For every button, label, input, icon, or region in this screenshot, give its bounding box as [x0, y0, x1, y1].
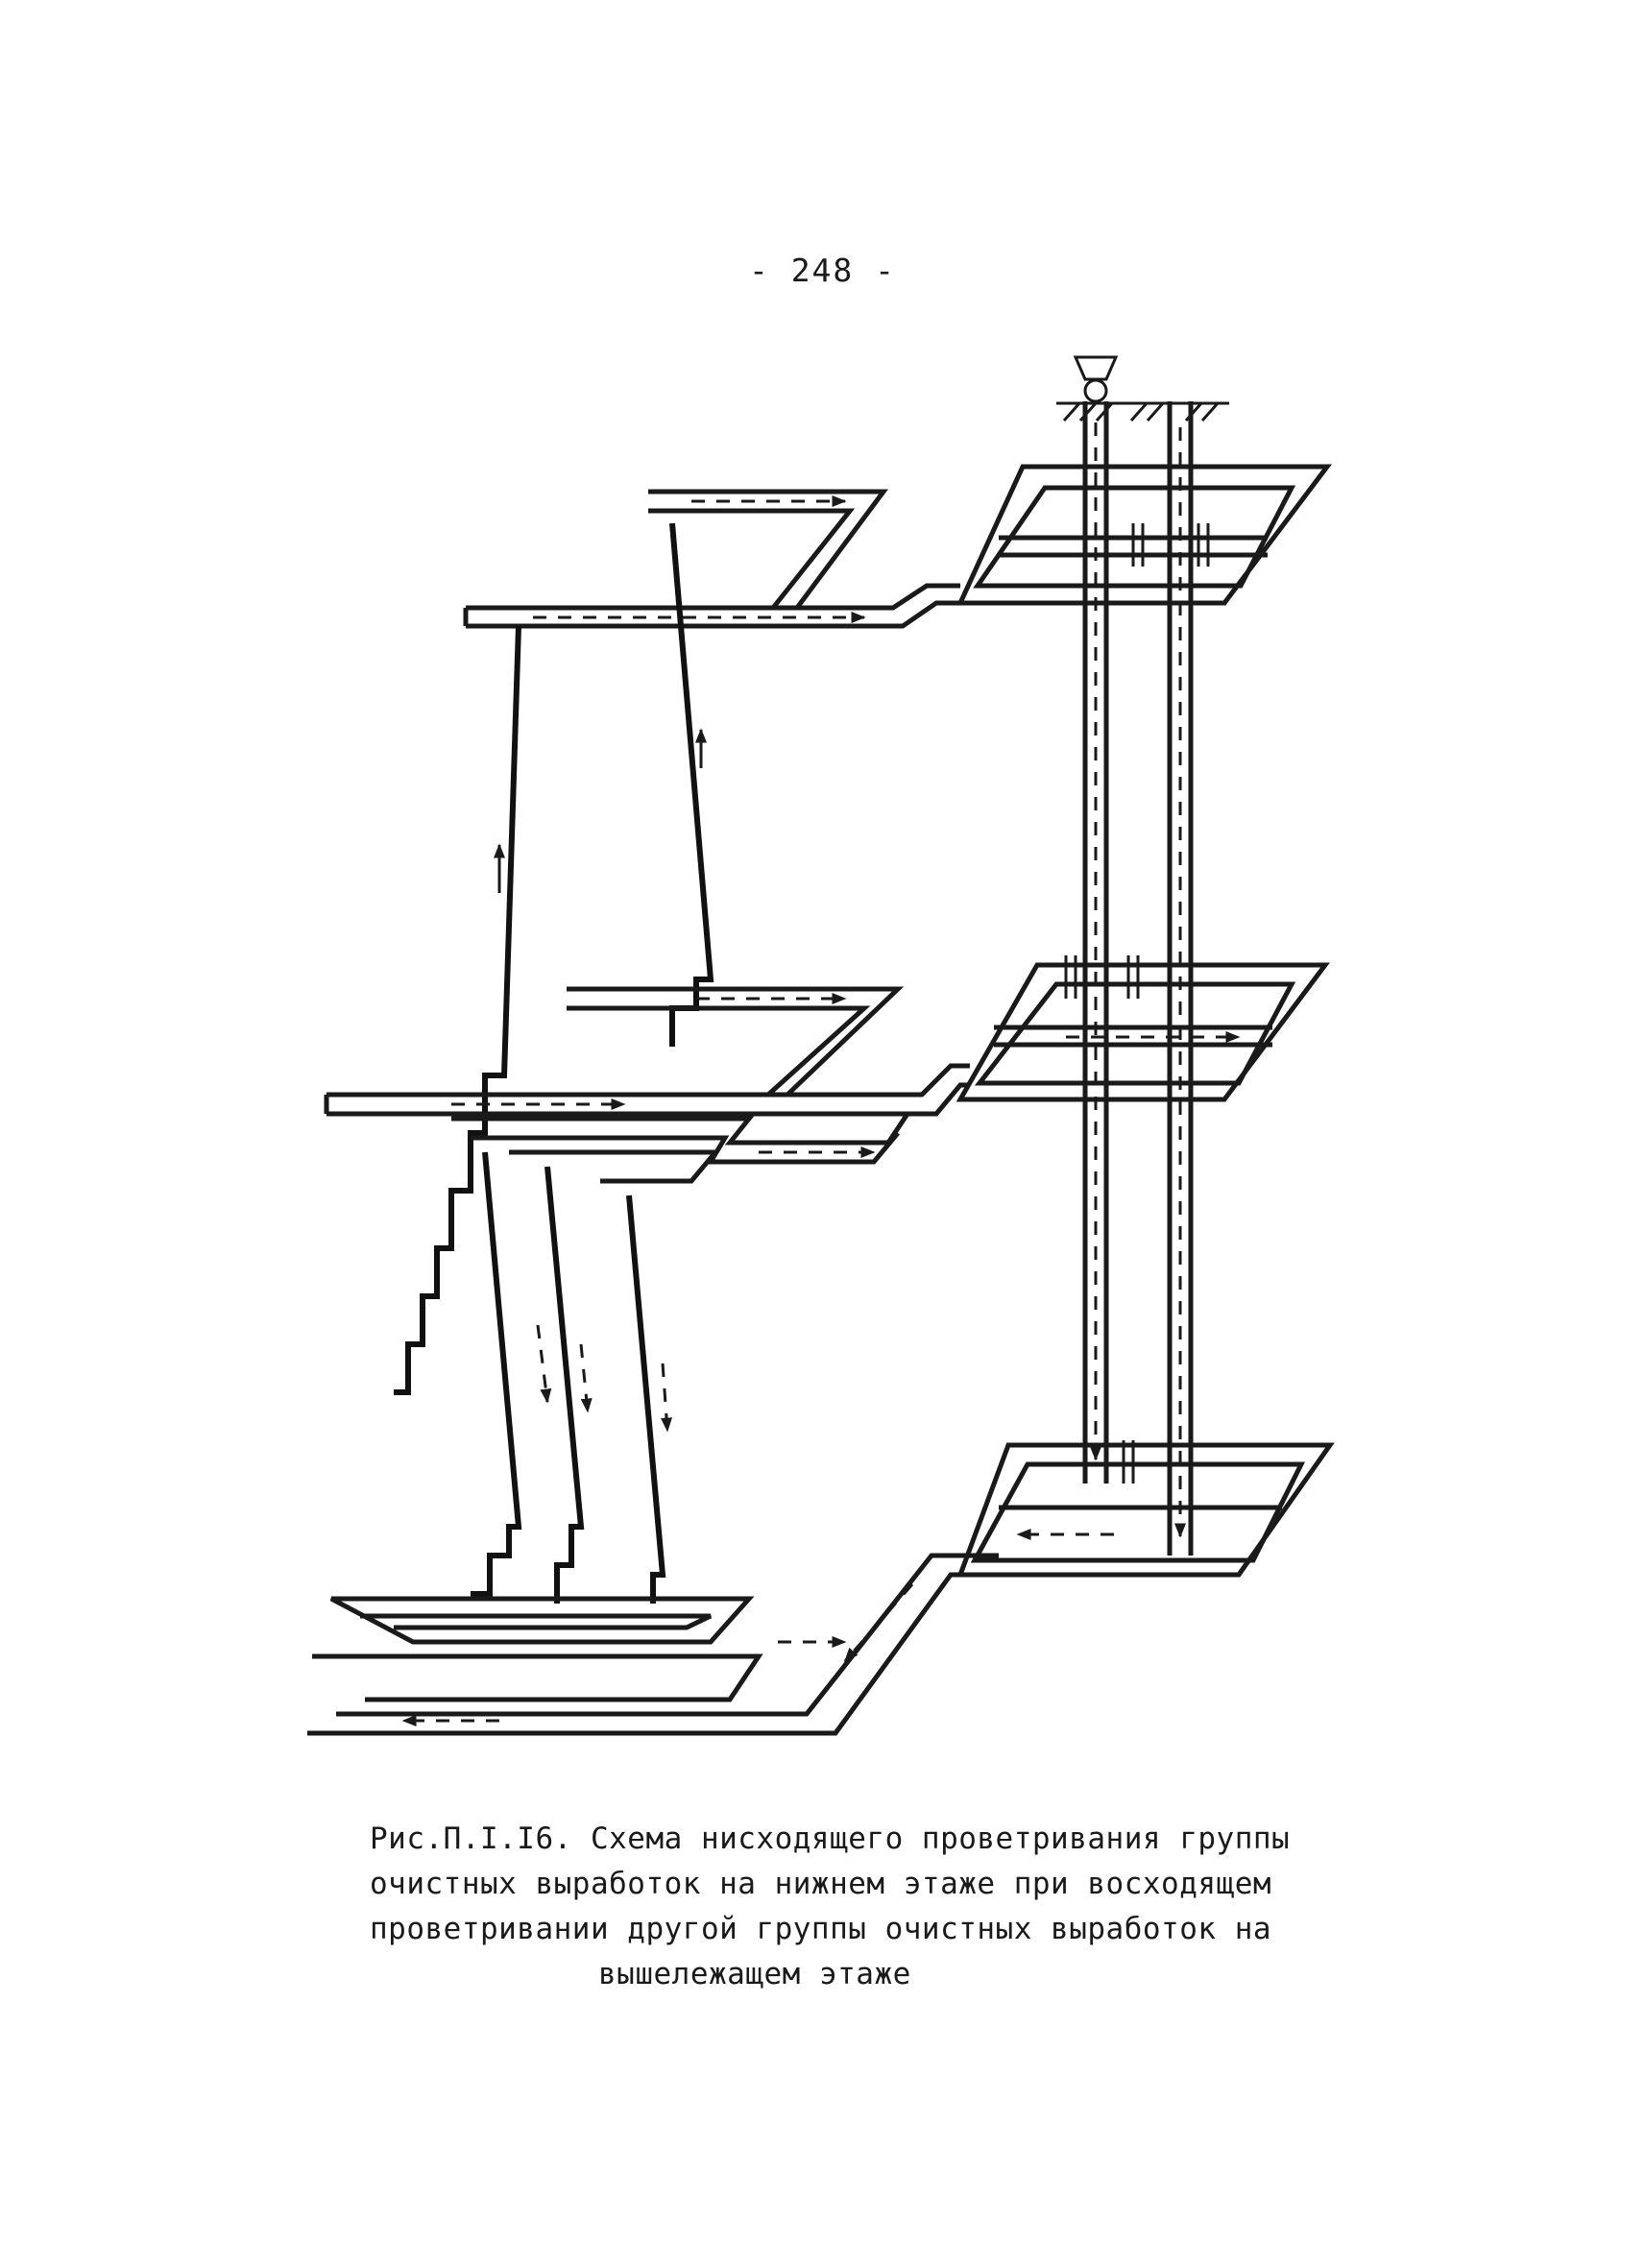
air-door-icon: [1066, 955, 1138, 999]
middle-lower-branch: [451, 1114, 907, 1181]
caption-line-2: очистных выработок на нижнем этаже при восходящем: [370, 1867, 1272, 1901]
upper-return-drift: [648, 492, 883, 608]
middle-level-drift: [327, 965, 1325, 1114]
caption-line-1: Рис.П.I.I6. Схема нисходящего проветривания группы: [370, 1822, 1291, 1856]
lower-stope-workings: [471, 1152, 667, 1604]
lower-level-drifts: [307, 1445, 1330, 1733]
caption-line-3: проветривании другой группы очистных выработок на: [370, 1912, 1272, 1946]
upcast-shaft: [1085, 401, 1106, 1484]
fan-icon: [1076, 357, 1116, 401]
upper-stope-workings: [394, 523, 711, 1392]
ground-hatch-icon: [1056, 403, 1229, 421]
caption-line-4: вышележащем этаже: [598, 1957, 911, 1991]
page-number: - 248 -: [748, 252, 897, 289]
figure-caption: [370, 1817, 1330, 1997]
downcast-shaft: [1170, 401, 1191, 1556]
upper-main-drift: [466, 586, 960, 626]
